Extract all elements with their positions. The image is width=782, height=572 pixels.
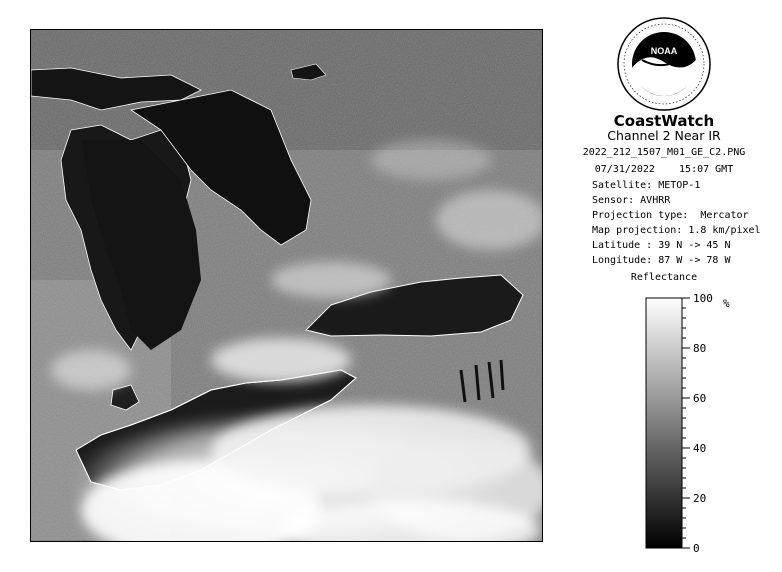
scale-bar (646, 298, 682, 548)
satellite-image (31, 30, 542, 541)
latitude-range: Latitude : 39 N -> 45 N (592, 240, 731, 251)
scale-tick-label: 40 (693, 442, 707, 455)
file-name: 2022_212_1507_M01_GE_C2.PNG (582, 147, 746, 158)
scale-tick-label: 20 (693, 492, 707, 505)
noaa-logo (616, 16, 712, 112)
info-panel (556, 14, 772, 564)
scale-tick-label: 100 (693, 294, 713, 305)
satellite-image-map (30, 29, 543, 542)
satellite-label: Satellite: METOP-1 (592, 180, 701, 191)
map-projection: Map projection: 1.8 km/pixel (592, 225, 761, 236)
longitude-range: Longitude: 87 W -> 78 W (592, 255, 731, 266)
scale-unit: % (723, 297, 730, 310)
noaa-logo-text: NOAA (650, 46, 678, 56)
date-time: 07/31/2022 15:07 GMT (594, 164, 734, 175)
scale-tick-label: 80 (693, 342, 707, 355)
scale-tick-label: 0 (693, 542, 700, 555)
reflectance-color-scale (636, 294, 766, 556)
sensor-label: Sensor: AVHRR (592, 195, 671, 206)
product-title: CoastWatch (613, 112, 715, 130)
projection-type: Projection type: Mercator (592, 210, 749, 221)
scale-title: Reflectance (630, 272, 698, 283)
channel-subtitle: Channel 2 Near IR (607, 128, 721, 143)
scale-tick-label: 60 (693, 392, 707, 405)
